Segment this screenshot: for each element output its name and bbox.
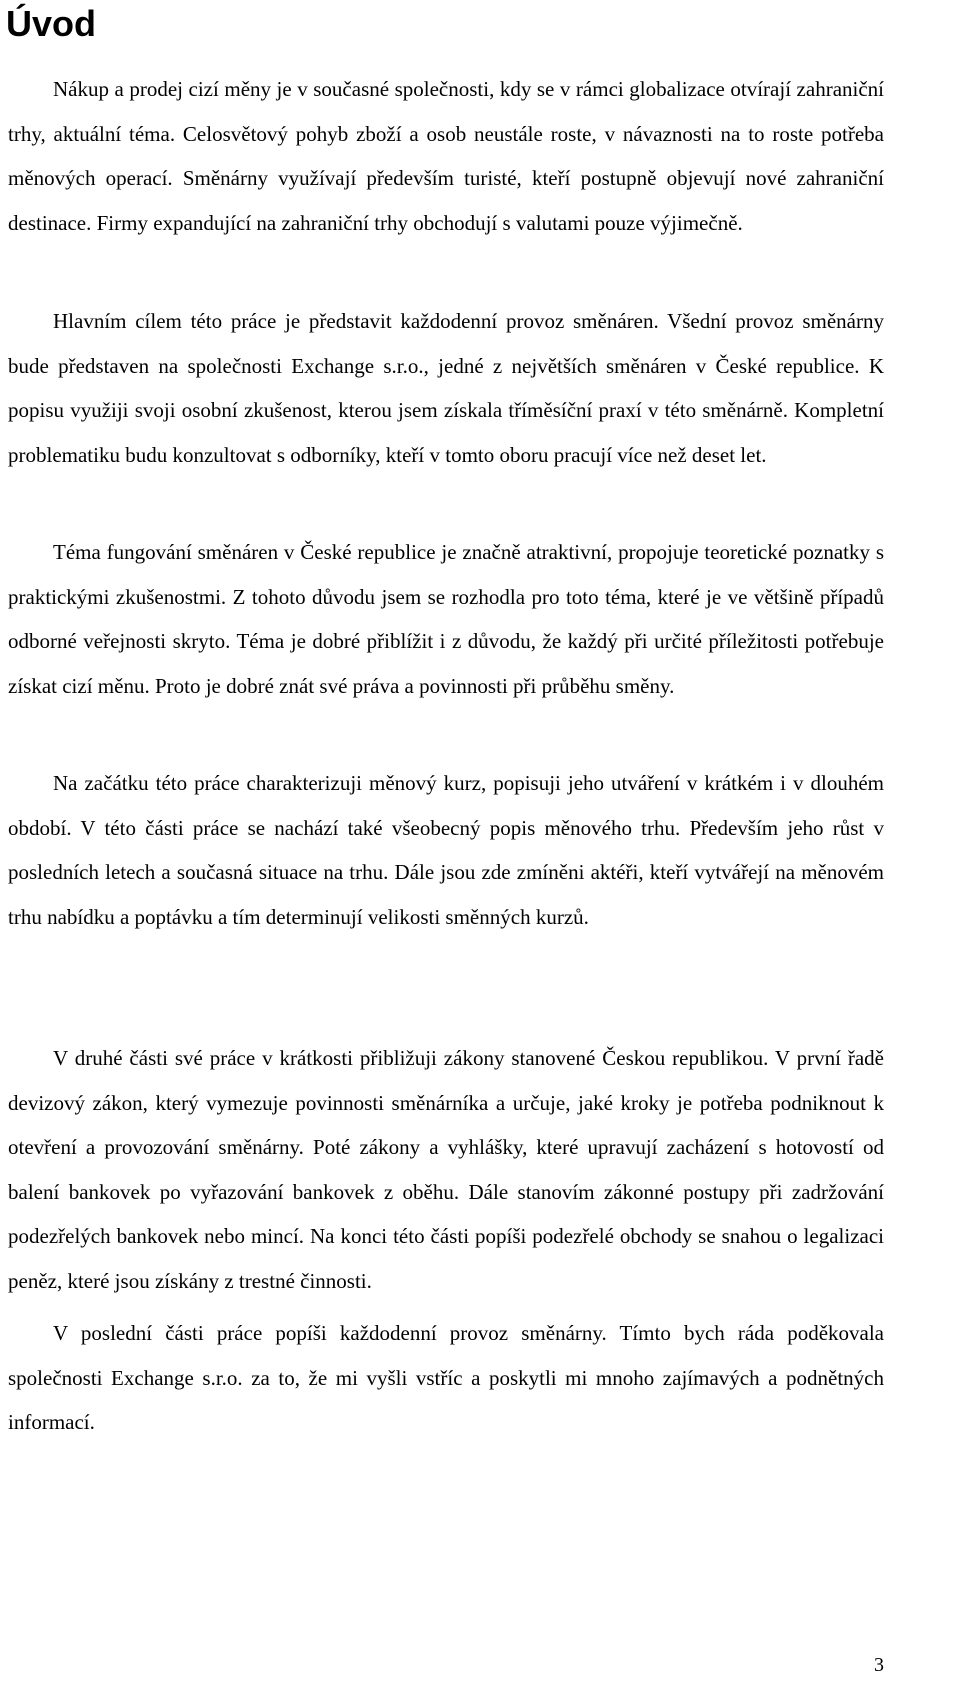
paragraph-2: Hlavním cílem této práce je představit každodenní provoz směnáren. Všední provoz směnárny bude představen na společnosti Exchange s.r.o., jedné z největších směnáren v České republice. K popisu využiji svoji osobní zkušenost, kterou jsem získala tříměsíční praxí v této směnárně. Kompletní problematiku budu konzultovat s odborníky, kteří v tomto oboru pracují více než deset let. [8,309,884,467]
paragraph-1: Nákup a prodej cizí měny je v současné společnosti, kdy se v rámci globalizace otvírají zahraniční trhy, aktuální téma. Celosvětový pohyb zboží a osob neustále roste, v návaznosti na to roste potřeba měnových operací. Směnárny využívají především turisté, kteří postupně objevují nové zahraniční destinace. Firmy expandující na zahraniční trhy obchodují s valutami pouze výjimečně. [8,77,884,235]
page-number: 3 [874,1654,884,1676]
paragraph-5: V druhé části své práce v krátkosti přibližuji zákony stanovené Českou republikou. V první řadě devizový zákon, který vymezuje povinnosti směnárníka a určuje, jaké kroky je potřeba podniknout k otevření a provozování směnárny. Poté zákony a vyhlášky, které upravují zacházení s hotovostí od balení bankovek po vyřazování bankovek z oběhu. Dále stanovím zákonné postupy při zadržování podezřelých bankovek nebo mincí. Na konci této části popíši podezřelé obchody se snahou o legalizaci peněz, které jsou získány z trestné činnosti. [8,1046,884,1293]
paragraph-3: Téma fungování směnáren v České republice je značně atraktivní, propojuje teoretické poznatky s praktickými zkušenostmi. Z tohoto důvodu jsem se rozhodla pro toto téma, které je ve většině případů odborné veřejnosti skryto. Téma je dobré přiblížit i z důvodu, že každý při určité příležitosti potřebuje získat cizí měnu. Proto je dobré znát své práva a povinnosti při průběhu směny. [8,540,884,698]
paragraph-6: V poslední části práce popíši každodenní provoz směnárny. Tímto bych ráda poděkovala společnosti Exchange s.r.o. za to, že mi vyšli vstříc a poskytli mi mnoho zajímavých a podnětných informací. [8,1321,884,1434]
paragraph-4: Na začátku této práce charakterizuji měnový kurz, popisuji jeho utváření v krátkém i v dlouhém období. V této části práce se nachází také všeobecný popis měnového trhu. Především jeho růst v posledních letech a současná situace na trhu. Dále jsou zde zmíněni aktéři, kteří vytvářejí na měnovém trhu nabídku a poptávku a tím determinují velikosti směnných kurzů. [8,771,884,929]
section-heading: Úvod [6,3,96,44]
